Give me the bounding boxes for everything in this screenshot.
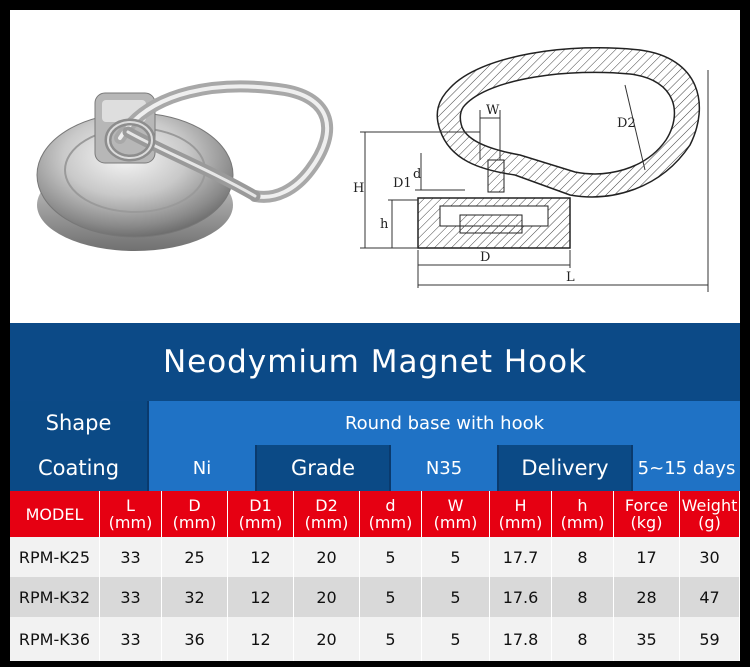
- table-cell: 5: [360, 577, 422, 617]
- table-cell: 59: [680, 617, 740, 661]
- table-cell: 25: [162, 537, 228, 577]
- table-cell: 8: [552, 617, 614, 661]
- column-header: [490, 491, 552, 537]
- table-cell: 36: [162, 617, 228, 661]
- table-cell: 20: [294, 537, 360, 577]
- column-header-unit: (mm): [108, 513, 153, 532]
- table-cell: 17: [614, 537, 680, 577]
- column-header: [162, 491, 228, 537]
- grade-label: Grade: [255, 445, 389, 491]
- table-cell: 12: [228, 537, 294, 577]
- table-cell: 33: [100, 537, 162, 577]
- table-cell: 35: [614, 617, 680, 661]
- model-cell: RPM-K32: [10, 577, 100, 617]
- column-header-unit: (kg): [630, 513, 663, 532]
- column-header-name: Weight: [681, 496, 738, 515]
- table-cell: 5: [360, 617, 422, 661]
- title-bar: [10, 323, 740, 401]
- table-cell: 12: [228, 577, 294, 617]
- page-title: Neodymium Magnet Hook: [162, 344, 588, 380]
- column-header-name: L: [126, 496, 135, 515]
- table-cell: 32: [162, 577, 228, 617]
- spec-row-shape: [10, 401, 740, 445]
- table-cell: 5: [422, 617, 490, 661]
- column-header-unit: (mm): [368, 513, 413, 532]
- product-sheet: [10, 10, 740, 661]
- column-header-name: h: [577, 496, 588, 515]
- column-header-name: H: [514, 496, 527, 515]
- column-header: [10, 491, 100, 537]
- shape-value: Round base with hook: [147, 401, 740, 445]
- column-header-unit: (mm): [433, 513, 478, 532]
- table-cell: 17.6: [490, 577, 552, 617]
- table-cell: 20: [294, 617, 360, 661]
- magnet-hook-photo: [37, 86, 327, 251]
- table-cell: 33: [100, 617, 162, 661]
- column-header: [360, 491, 422, 537]
- table-cell: 17.8: [490, 617, 552, 661]
- product-hero: [10, 10, 740, 323]
- table-cell: 5: [422, 577, 490, 617]
- label-L: L: [566, 270, 575, 285]
- label-h-lower: h: [380, 217, 389, 232]
- label-h-upper: H: [353, 181, 365, 196]
- column-header-unit: (mm): [238, 513, 283, 532]
- column-header-unit: (mm): [560, 513, 605, 532]
- column-header: [294, 491, 360, 537]
- label-d1: D1: [393, 176, 412, 191]
- coating-label: Coating: [10, 445, 147, 491]
- table-row: [10, 537, 740, 577]
- column-header-unit: (g): [698, 513, 721, 532]
- label-d: d: [413, 167, 422, 182]
- table-cell: 8: [552, 537, 614, 577]
- column-header-unit: (mm): [304, 513, 349, 532]
- column-header-name: Force: [624, 496, 669, 515]
- hero-illustration: [10, 10, 740, 323]
- column-header-name: W: [447, 496, 464, 515]
- table-cell: 8: [552, 577, 614, 617]
- column-header: [614, 491, 680, 537]
- table-cell: 12: [228, 617, 294, 661]
- table-cell: 47: [680, 577, 740, 617]
- column-header-name: d: [385, 496, 396, 515]
- column-header: [422, 491, 490, 537]
- column-header: [680, 491, 740, 537]
- column-header: [552, 491, 614, 537]
- delivery-value: 5~15 days: [631, 445, 740, 491]
- table-cell: 5: [422, 537, 490, 577]
- model-cell: RPM-K25: [10, 537, 100, 577]
- table-cell: 33: [100, 577, 162, 617]
- column-header: [228, 491, 294, 537]
- table-cell: 30: [680, 537, 740, 577]
- table-cell: 20: [294, 577, 360, 617]
- label-w: W: [486, 103, 500, 118]
- column-header: [100, 491, 162, 537]
- table-cell: 17.7: [490, 537, 552, 577]
- grade-value: N35: [389, 445, 497, 491]
- shape-label: Shape: [10, 401, 147, 445]
- column-header-name: D1: [249, 496, 272, 515]
- coating-value: Ni: [147, 445, 255, 491]
- column-header-name: MODEL: [25, 504, 84, 524]
- label-d2: D2: [617, 116, 636, 131]
- column-header-name: D: [188, 496, 201, 515]
- column-header-unit: (mm): [172, 513, 217, 532]
- delivery-label: Delivery: [497, 445, 631, 491]
- column-header-name: D2: [315, 496, 338, 515]
- column-header-unit: (mm): [498, 513, 543, 532]
- table-row: [10, 617, 740, 661]
- table-cell: 5: [360, 537, 422, 577]
- spec-row-attributes: [10, 445, 740, 491]
- table-row: [10, 577, 740, 617]
- label-D: D: [480, 250, 491, 265]
- model-cell: RPM-K36: [10, 617, 100, 661]
- table-header: [10, 491, 740, 537]
- table-cell: 28: [614, 577, 680, 617]
